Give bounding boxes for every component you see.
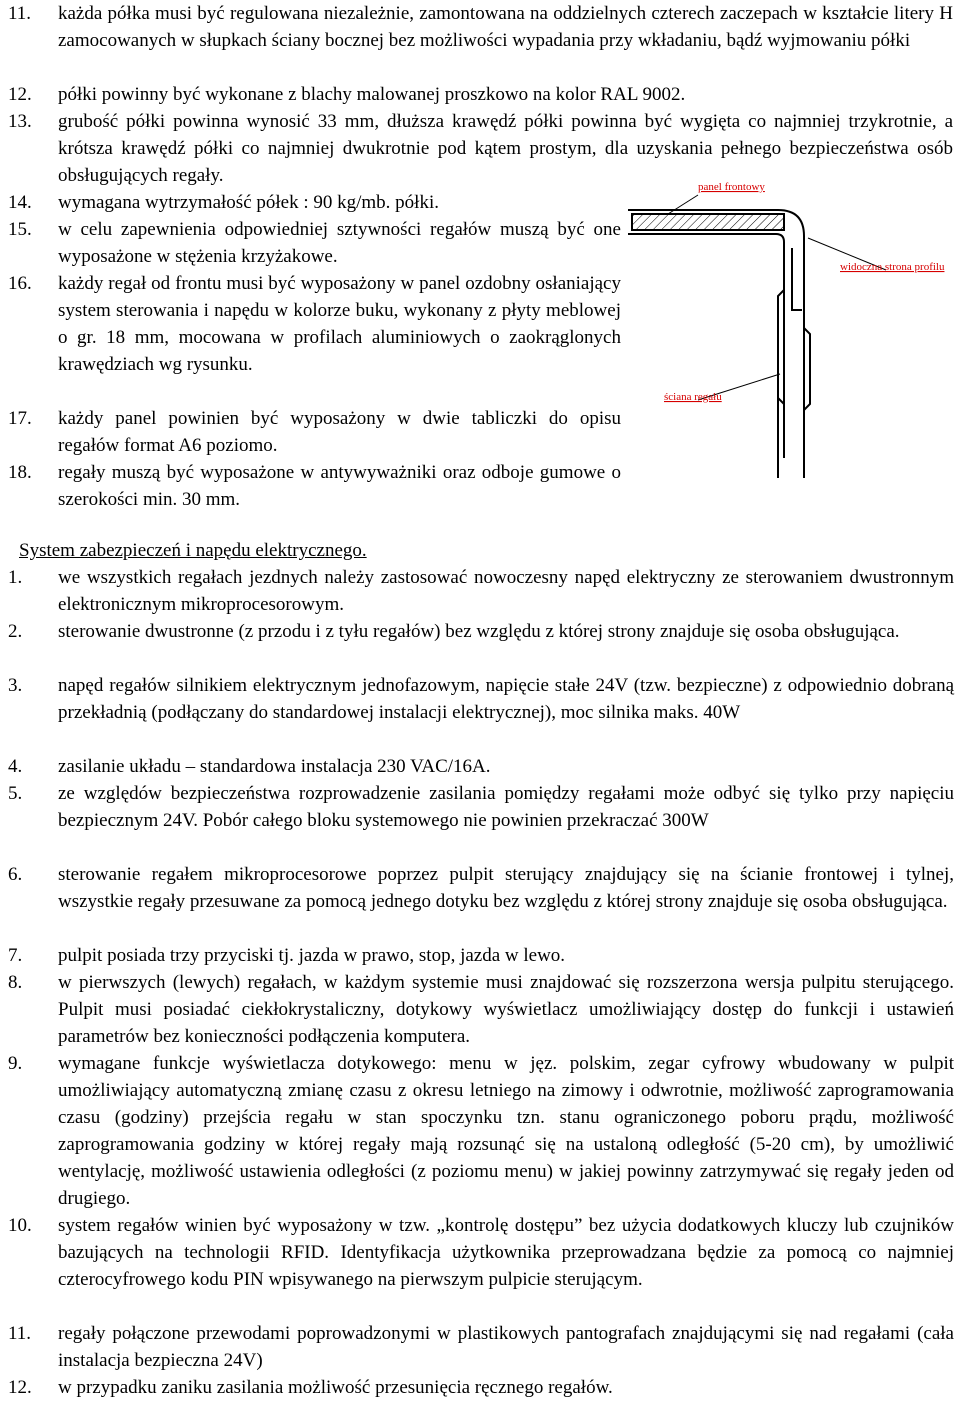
item-number: 11. [8,1323,32,1344]
item-text: wymagane funkcje wyświetlacza dotykowego: menu w jęz. polskim, zegar cyfrowy wbudowany w pulpit umożliwiający automatyczną zmianę czasu z okresu letniego na zimowy i odwrotnie, możliwość zaprogramowania czasu (godziny) przejścia regału w stan spoczynku tzn. stanu ograniczonego poboru prądu, możliwość zaprogramowania godziny w której regały mają rozsunąć się na ustaloną odległość (5-20 cm), by umożliwić wentylację, możliwość ustawienia odległości (z poziomu menu) w jakiej powinny zatrzymywać się regały jeden od drugiego. [58,1053,954,1209]
item-text: regały połączone przewodami poprowadzonymi w plastikowych pantografach znajdującymi się nad regałami (cała instalacja bezpieczna 24V) [58,1323,954,1371]
item-text: każdy panel powinien być wyposażony w dwie tabliczki do opisu regałów format A6 poziomo. [58,408,621,456]
profile-inner [628,234,784,458]
profile-lip [792,248,802,310]
item-text: grubość półki powinna wynosić 33 mm, dłuższa krawędź półki powinna być wygięta co najmniej trzykrotnie, a krótsza krawędź półki co najmniej dwukrotnie pod kątem prostym, dla uzyskania pełnego bezpieczeństwa osób obsługujących regały. [58,111,953,186]
item-text: półki powinny być wykonane z blachy malowanej proszkowo na kolor RAL 9002. [58,84,686,105]
item-text: pulpit posiada trzy przyciski tj. jazda w prawo, stop, jazda w lewo. [58,945,566,966]
profile-diagram [628,178,960,500]
item-text: każda półka musi być regulowana niezależnie, zamontowana na oddzielnych czterech zaczepach w kształcie litery H zamocowanych w słupkach ściany bocznej bez możliwości wypadania przy wkładaniu, bądź wyjmowaniu półki [58,3,953,51]
item-text: w przypadku zaniku zasilania możliwość przesunięcia ręcznego regałów. [58,1377,613,1398]
item-number: 8. [8,972,23,993]
item-number: 13. [8,111,32,132]
item-text: sterowanie dwustronne (z przodu i z tyłu regałów) bez względu z której strony znajduje się osoba obsługująca. [58,621,900,642]
item-number: 10. [8,1215,32,1236]
item-text: we wszystkich regałach jezdnych należy zastosować nowoczesny napęd elektryczny ze sterowaniem dwustronnym elektronicznym mikroprocesorowym. [58,567,954,615]
item-number: 12. [8,84,32,105]
profile-label: widoczna strona profilu [840,261,945,273]
item-number: 5. [8,783,23,804]
item-text: wymagana wytrzymałość półek : 90 kg/mb. półki. [58,192,439,213]
panel-leader-line [668,195,698,214]
item-number: 14. [8,192,32,213]
wall-label: ściana regału [664,391,722,403]
item-text: każdy regał od frontu musi być wyposażony w panel ozdobny osłaniający system sterowania i napędu w kolorze buku, wykonany z płyty meblowej o gr. 18 mm, mocowana w profilach aluminiowych o zaokrąglonych krawędziach wg rysunku. [58,273,621,375]
item-text: ze względów bezpieczeństwa rozprowadzenie zasilania pomiędzy regałami może odbyć się tylko przy napięciu bezpiecznym 24V. Pobór całego bloku systemowego nie powinien przekraczać 300W [58,783,954,831]
front-panel-board [632,214,784,230]
item-number: 11. [8,3,32,24]
item-number: 3. [8,675,23,696]
item-number: 18. [8,462,32,483]
item-text: sterowanie regałem mikroprocesorowe poprzez pulpit sterujący znajdujący się na ścianie frontowej i tylnej, wszystkie regały przesuwane za pomocą jednego dotyku bez względu z której strony znajduje się osoba obsługująca. [58,864,954,912]
item-number: 17. [8,408,32,429]
item-number: 12. [8,1377,32,1398]
item-number: 6. [8,864,23,885]
item-text: w pierwszych (lewych) regałach, w każdym systemie musi znajdować się rozszerzona wersja pulpitu sterującego. Pulpit musi posiadać ciekłokrystaliczny, dotykowy wyświetlacz umożliwiający dostęp do funkcji i ustawień parametrów bez konieczności podłączenia komputera. [58,972,954,1047]
item-number: 4. [8,756,23,777]
item-text: system regałów winien być wyposażony w tzw. „kontrolę dostępu” bez użycia dodatkowych kluczy lub czujników bazujących na technologii RFID. Identyfikacja użytkownika przeprowadzana będzie za pomocą co najmniej czterocyfrowego kodu PIN wpisywanego na pierwszym pulpicie sterującym. [58,1215,954,1290]
panel-label: panel frontowy [698,181,765,193]
item-text: regały muszą być wyposażone w antywyważniki oraz odboje gumowe o szerokości min. 30 mm. [58,462,621,510]
item-number: 1. [8,567,23,588]
item-text: napęd regałów silnikiem elektrycznym jednofazowym, napięcie stałe 24V (tzw. bezpieczne) z odpowiednio dobraną przekładnią (podłączany do standardowej instalacji elektrycznej), moc silnika maks. 40W [58,675,954,723]
item-number: 2. [8,621,23,642]
item-number: 15. [8,219,32,240]
section-title: System zabezpieczeń i napędu elektrycznego. [19,540,367,561]
item-number: 9. [8,1053,23,1074]
item-number: 16. [8,273,32,294]
item-text: zasilanie układu – standardowa instalacja 230 VAC/16A. [58,756,491,777]
item-number: 7. [8,945,23,966]
item-text: w celu zapewnienia odpowiedniej sztywności regałów muszą być one wyposażone w stężenia krzyżakowe. [58,219,621,267]
